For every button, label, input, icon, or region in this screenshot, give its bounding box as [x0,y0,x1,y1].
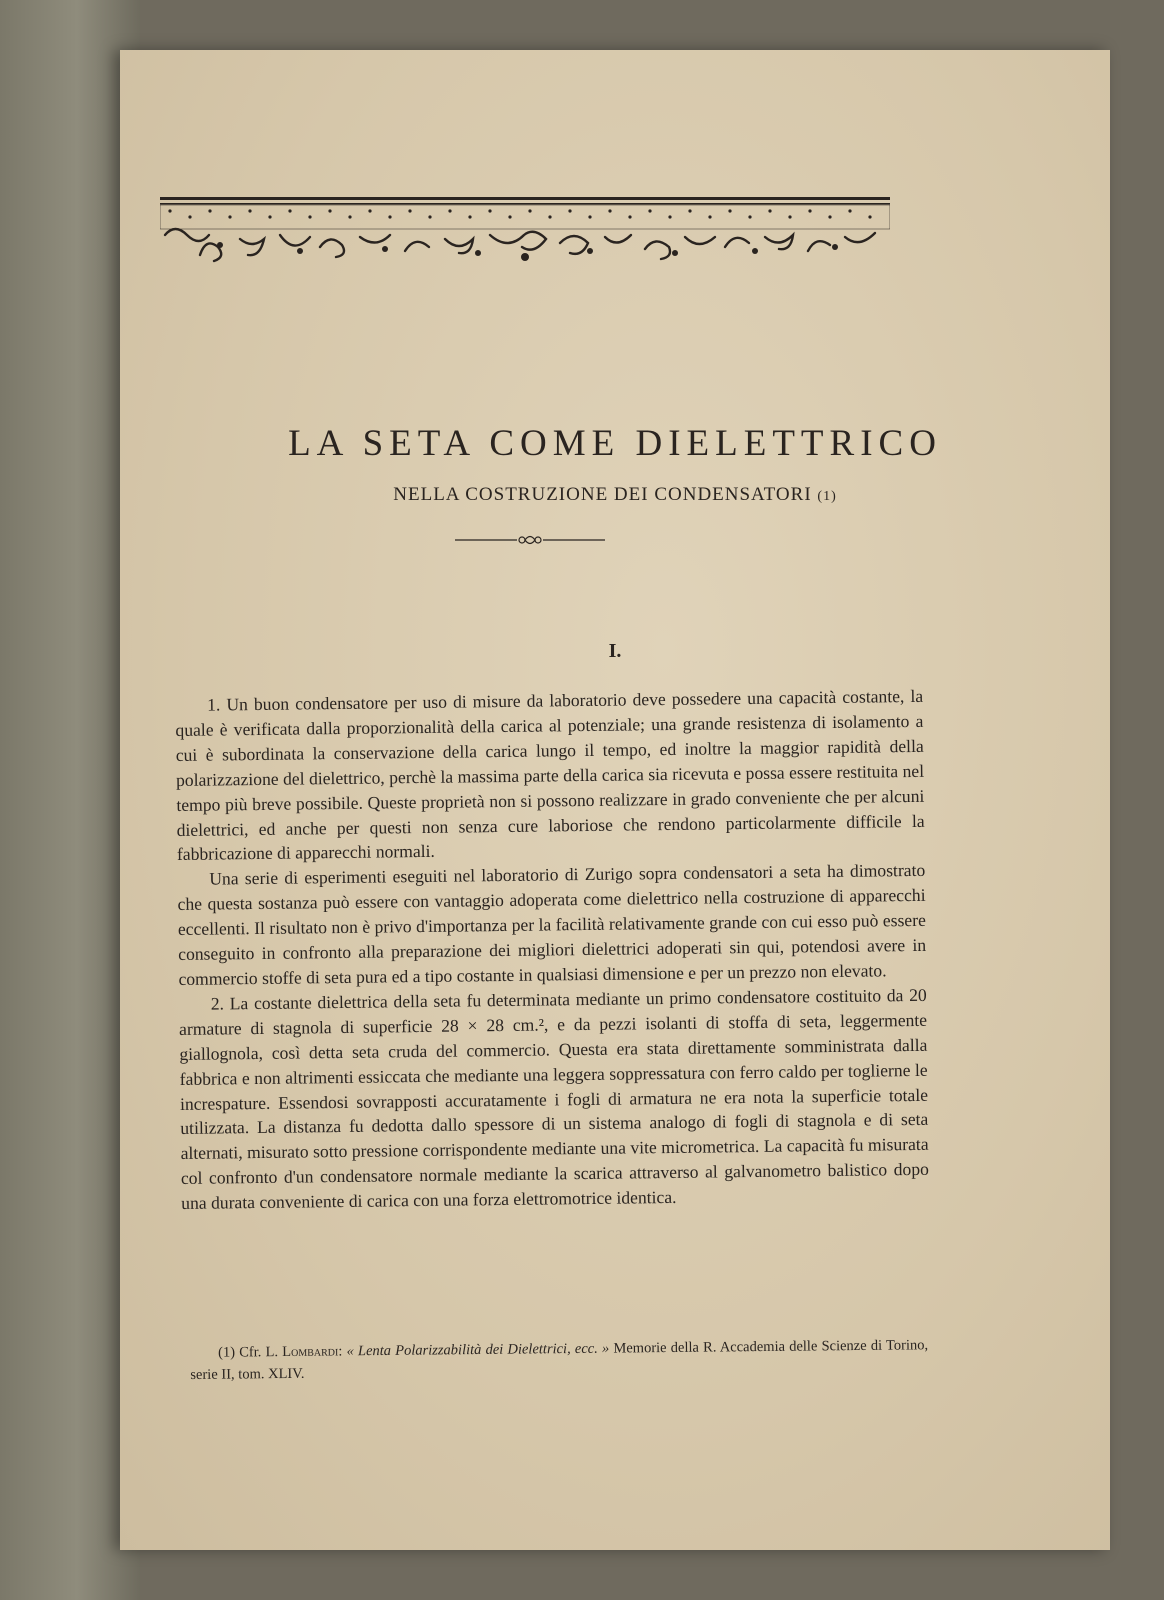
footnote [190,1334,928,1386]
book-spine [0,0,140,1600]
decorative-header-ornament [160,195,890,273]
paragraph: 1. Un buon condensatore per uso di misure da laboratorio deve possedere una capacità costante, la quale è verificata dalla proporzionalità della carica al potenziale; una grande resistenza di isolamento a cui è subordinata la conservazione della carica lungo il tempo, ed inoltre la maggior rapidità della polarizzazione del dielettrico, perchè la massima parte della carica sia ricevuta e possa essere restituita nel tempo più breve possibile. Queste proprietà non si possono realizzare in grado conveniente che per alcuni dielettrici, ed anche per questi non senza cure laboriose che rendono particolarmente difficile la fabbricazione di apparecchi normali. [175,685,925,865]
book-page [120,50,1110,1550]
divider-ornament [455,532,605,548]
footnote-source: Memorie della R. Accademia delle Scienze di Torino, serie II, tom. XLIV. [190,1337,929,1383]
footnote-separator: : [338,1343,343,1360]
page-subtitle [120,484,1110,506]
paragraph: Una serie di esperimenti eseguiti nel laboratorio di Zurigo sopra condensatori a seta ha dimostrato che questa sostanza può essere con vantaggio adoperata come dielettrico nella costruzione di apparecchi eccellenti. Il risultato non è privo d'importanza per la facilità relativamente grande con cui esso può essere conseguito in confronto alla preparazione dei migliori dielettrici adoperati sin qui, potendosi avere in commercio stoffe di seta pura ed a tipo costante in qualsiasi dimensione e per un prezzo non elevato. [177,860,927,989]
footnote-reference-mark: (1) [817,489,837,504]
footnote-work-title: « Lenta Polarizzabilità dei Dielettrici, ecc. » [346,1340,610,1360]
footnote-author: Lombardi [282,1343,339,1361]
subtitle-text: NELLA COSTRUZIONE DEI CONDENSATORI [393,484,812,505]
section-number: I. [608,640,622,662]
paragraph: 2. La costante dielettrica della seta fu determinata mediante un primo condensatore costituito da 20 armature di stagnola di superficie 28 × 28 cm.², e da pezzi isolanti di stoffa di seta, leggermente giallognola, così detta seta cruda del commercio. Questa era stata direttamente somministrata dalla fabbrica e non altrimenti essiccata che mediante una leggera soppressatura con ferro caldo per toglierne le increspature. Essendosi sovrapposti accuratamente i fogli di armatura ne era nota la superficie totale utilizzata. La distanza fu dedotta dallo spessore di un sistema analogo di fogli di stagnola e di seta alternati, misurato sotto pressione corrispondente mediante una vite micrometrica. La capacità fu misurata col confronto d'un condensatore normale mediante la scarica attraverso al galvanometro balistico dopo una durata conveniente di carica con una forza elettromotrice identica. [178,984,929,1214]
footnote-mark: (1) Cfr. L. [218,1344,279,1361]
body-text [175,684,929,1216]
page-title: LA SETA COME DIELETTRICO [288,423,942,464]
